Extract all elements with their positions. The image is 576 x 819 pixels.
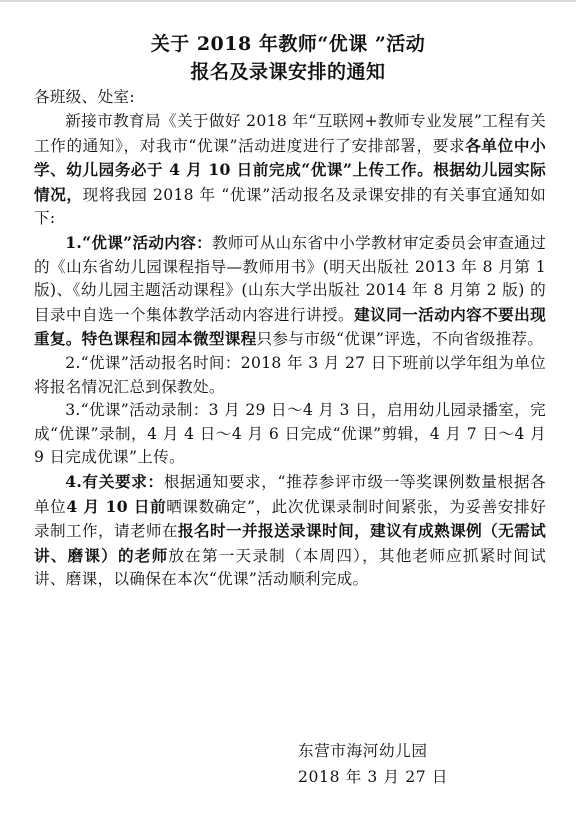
item-4-paragraph [34,470,546,592]
item-4-text-2: 晒课数确定”，此次优课录制时间紧张，为妥善安排好录制工作，请老师在 [34,497,546,541]
signature-date: 2018 年 3 月 27 日 [298,768,449,786]
item-1-emphasis: 建议同一活动内容不要出现重复。特色课程和园本微型课程 [34,304,546,349]
salutation: 各班级、处室: [34,88,135,106]
item-4-text-1: 根据通知要求，“推荐参评市级一等奖课例数量根据各单位 [34,472,546,516]
notice-body [34,110,546,592]
item-1-text: 教师可从山东省中小学教材审定委员会审查通过的《山东省幼儿园课程指导—教师用书》(明天出版社 2013 年 8 月第 1 版)、《幼儿园主题活动课程》(山东大学出版社 2014 年 8 月第 2 版) 的目录中自选一个集体教学活动内容进行讲授。 [34,233,546,324]
intro-emphasis: 各单位中小学、幼儿园务必于 4 月 10 日前完成“优课”上传工作。根据幼儿园实际情况， [34,135,546,204]
item-1-label: 1.“优课”活动内容： [65,232,212,252]
intro-paragraph [34,110,546,231]
signature-organization: 东营市海河幼儿园 [298,742,428,760]
item-3-paragraph [34,399,546,470]
item-4-label: 4.有关要求： [65,471,164,491]
document-title-line-2: 报名及录课安排的通知 [190,61,386,83]
intro-text: 新接市教育局《关于做好 2018 年“互联网+教师专业发展”工程有关工作的通知》，对我市“优课”活动进度进行了安排部署，要求 [34,112,546,155]
item-2-paragraph [34,352,546,399]
document-title-line-1: 关于 2018 年教师“优课 ”活动 [150,33,426,55]
item-1-paragraph [34,231,546,352]
item-4-emphasis-1: 4 月 10 日前 [66,496,167,516]
item-2-label: 2.“优课”活动报名时间： [65,353,241,372]
intro-text-end: 现将我园 2018 年 “优课”活动报名及录课安排的有关事宜通知如下: [34,185,546,228]
item-3-label: 3.“优课”活动录制： [65,401,209,420]
item-4-emphasis-2: 报名时一并报送录课时间，建议有成熟课例（无需试讲、磨课）的老师 [34,521,546,565]
item-4-text-3: 放在第一天录制（本周四），其他老师应抓紧时间试讲、磨课，以确保在本次“优课”活动顺利完成。 [34,546,546,589]
top-divider [0,0,576,2]
item-3-text: 3 月 29 日～4 月 3 日，启用幼儿园录播室，完成“优课”录制，4 月 4 日～4 月 6 日完成“优课”剪辑，4 月 7 日～4 月 9 日完成优课”上传。 [34,401,546,467]
item-1-text-end: 只参与市级“优课”评选，不向省级推荐。 [256,330,544,349]
item-2-text: 2018 年 3 月 27 日下班前以学年组为单位将报名情况汇总到保教处。 [34,353,546,396]
